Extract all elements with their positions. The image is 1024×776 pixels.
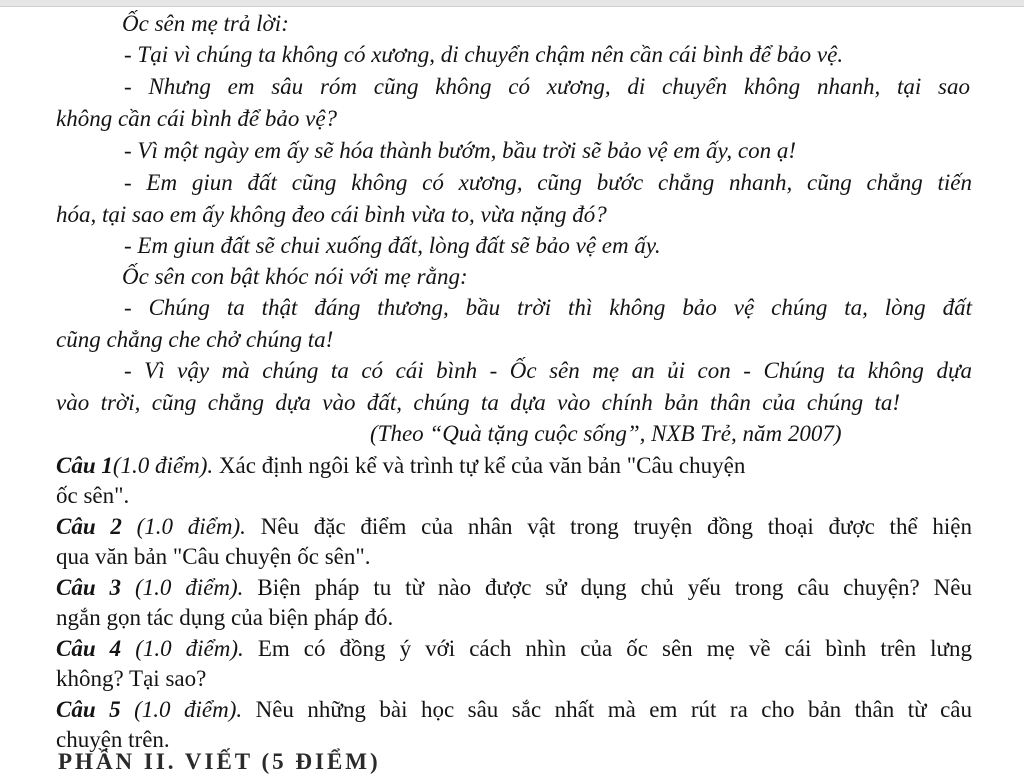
question-points: (1.0 điểm). [112, 453, 214, 478]
question-label: Câu 1 [56, 453, 113, 478]
question-points: (1.0 điểm). [121, 636, 244, 661]
story-line: cũng chẳng che chở chúng ta! [56, 327, 334, 352]
story-line: - Vì vậy mà chúng ta có cái bình - Ốc sên mẹ an ủi con - Chúng ta không dựa [124, 358, 972, 383]
next-section-heading: PHẦN II. VIẾT (5 ĐIỂM) [58, 749, 381, 774]
story-line: Ốc sên con bật khóc nói với mẹ rằng: [122, 264, 468, 289]
question-4-continuation: không? Tại sao? [56, 666, 207, 691]
question-label: Câu 3 [56, 575, 122, 600]
story-line: - Em giun đất cũng không có xương, cũng bước chẳng nhanh, cũng chẳng tiến [124, 170, 972, 195]
story-line: - Em giun đất sẽ chui xuống đất, lòng đất sẽ bảo vệ em ấy. [124, 233, 661, 258]
question-4 [56, 635, 972, 663]
question-label: Câu 2 [56, 514, 122, 539]
question-label: Câu 4 [56, 636, 122, 661]
question-5-continuation: chuyện trên. [56, 727, 170, 752]
question-text: Nêu những bài học sâu sắc nhất mà em rút ra cho bản thân từ câu [242, 697, 972, 722]
story-line: Ốc sên mẹ trả lời: [122, 11, 289, 36]
question-text: Em có đồng ý với cách nhìn của ốc sên mẹ về cái bình trên lưng [243, 636, 972, 661]
question-text: Biện pháp tu từ nào được sử dụng chủ yếu trong câu chuyện? Nêu [243, 575, 973, 600]
story-line: - Chúng ta thật đáng thương, bầu trời thì không bảo vệ chúng ta, lòng đất [124, 295, 972, 320]
story-line: không cần cái bình để bảo vệ? [56, 106, 338, 131]
question-2 [56, 513, 972, 541]
question-label: Câu 5 [56, 697, 121, 722]
story-line: - Tại vì chúng ta không có xương, di chuyển chậm nên cần cái bình để bảo vệ. [124, 42, 844, 67]
question-points: (1.0 điểm). [120, 697, 243, 722]
question-3 [56, 574, 972, 602]
question-text: Nêu đặc điểm của nhân vật trong truyện đồng thoại được thể hiện [245, 514, 973, 539]
question-1 [56, 452, 745, 480]
question-5 [56, 696, 972, 724]
question-1-continuation: ốc sên". [56, 483, 130, 508]
question-points: (1.0 điểm). [121, 514, 246, 539]
story-line: - Vì một ngày em ấy sẽ hóa thành bướm, bầu trời sẽ bảo vệ em ấy, con ạ! [124, 138, 797, 163]
story-line: vào trời, cũng chẳng dựa vào đất, chúng ta dựa vào chính bản thân của chúng ta! [56, 390, 900, 415]
story-source-citation: (Theo “Quà tặng cuộc sống”, NXB Trẻ, năm 2007) [370, 421, 842, 446]
question-text: Xác định ngôi kể và trình tự kể của văn bản "Câu chuyện [213, 453, 746, 478]
question-points: (1.0 điểm). [121, 575, 244, 600]
story-line: - Nhưng em sâu róm cũng không có xương, di chuyển không nhanh, tại sao [124, 74, 970, 99]
story-line: hóa, tại sao em ấy không đeo cái bình vừa to, vừa nặng đó? [56, 202, 607, 227]
question-2-continuation: qua văn bản "Câu chuyện ốc sên". [56, 544, 371, 569]
question-3-continuation: ngắn gọn tác dụng của biện pháp đó. [56, 605, 394, 630]
